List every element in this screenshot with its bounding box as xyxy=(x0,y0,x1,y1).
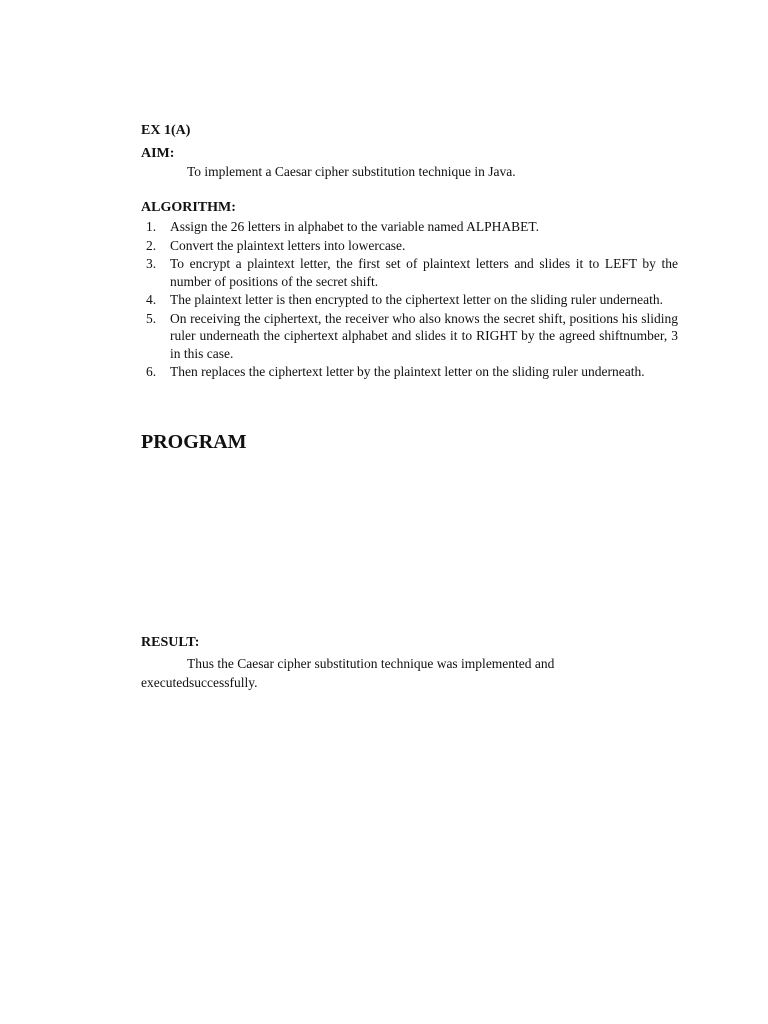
algorithm-step-5 xyxy=(141,310,678,363)
step-number: 2. xyxy=(146,237,157,253)
step-text: On receiving the ciphertext, the receiver who also knows the secret shift, positions his sliding ruler underneath the ciphertext alphabet and slides it to RIGHT by the agreed shiftnumber, 3 in this case. xyxy=(170,310,678,361)
step-text: Convert the plaintext letters into lowercase. xyxy=(170,237,406,253)
algorithm-heading: ALGORITHM: xyxy=(141,200,236,215)
step-text: To encrypt a plaintext letter, the first set of plaintext letters and slides it to LEFT by the number of positions of the secret shift. xyxy=(170,256,678,289)
algorithm-step-4 xyxy=(141,291,678,309)
algorithm-step-1 xyxy=(141,218,678,236)
program-heading: PROGRAM xyxy=(141,431,247,453)
step-number: 1. xyxy=(146,219,157,234)
step-number: 3. xyxy=(146,256,157,271)
aim-text: To implement a Caesar cipher substitution technique in Java. xyxy=(187,164,516,179)
result-text: Thus the Caesar cipher substitution technique was implemented and executedsuccessfully. xyxy=(141,656,555,690)
algorithm-step-3 xyxy=(141,255,678,290)
step-number: 5. xyxy=(146,310,157,326)
algorithm-step-6 xyxy=(141,363,678,381)
algorithm-step-2 xyxy=(141,237,678,255)
step-number: 6. xyxy=(146,364,157,379)
result-heading: RESULT: xyxy=(141,635,200,650)
step-text: The plaintext letter is then encrypted to the ciphertext letter on the sliding ruler underneath. xyxy=(170,292,663,307)
exercise-title: EX 1(A) xyxy=(141,123,191,138)
step-number: 4. xyxy=(146,292,157,307)
step-text: Then replaces the ciphertext letter by the plaintext letter on the sliding ruler underneath. xyxy=(170,364,645,379)
aim-heading: AIM: xyxy=(141,146,175,161)
step-text: Assign the 26 letters in alphabet to the variable named ALPHABET. xyxy=(170,219,540,234)
algorithm-steps xyxy=(141,218,678,382)
